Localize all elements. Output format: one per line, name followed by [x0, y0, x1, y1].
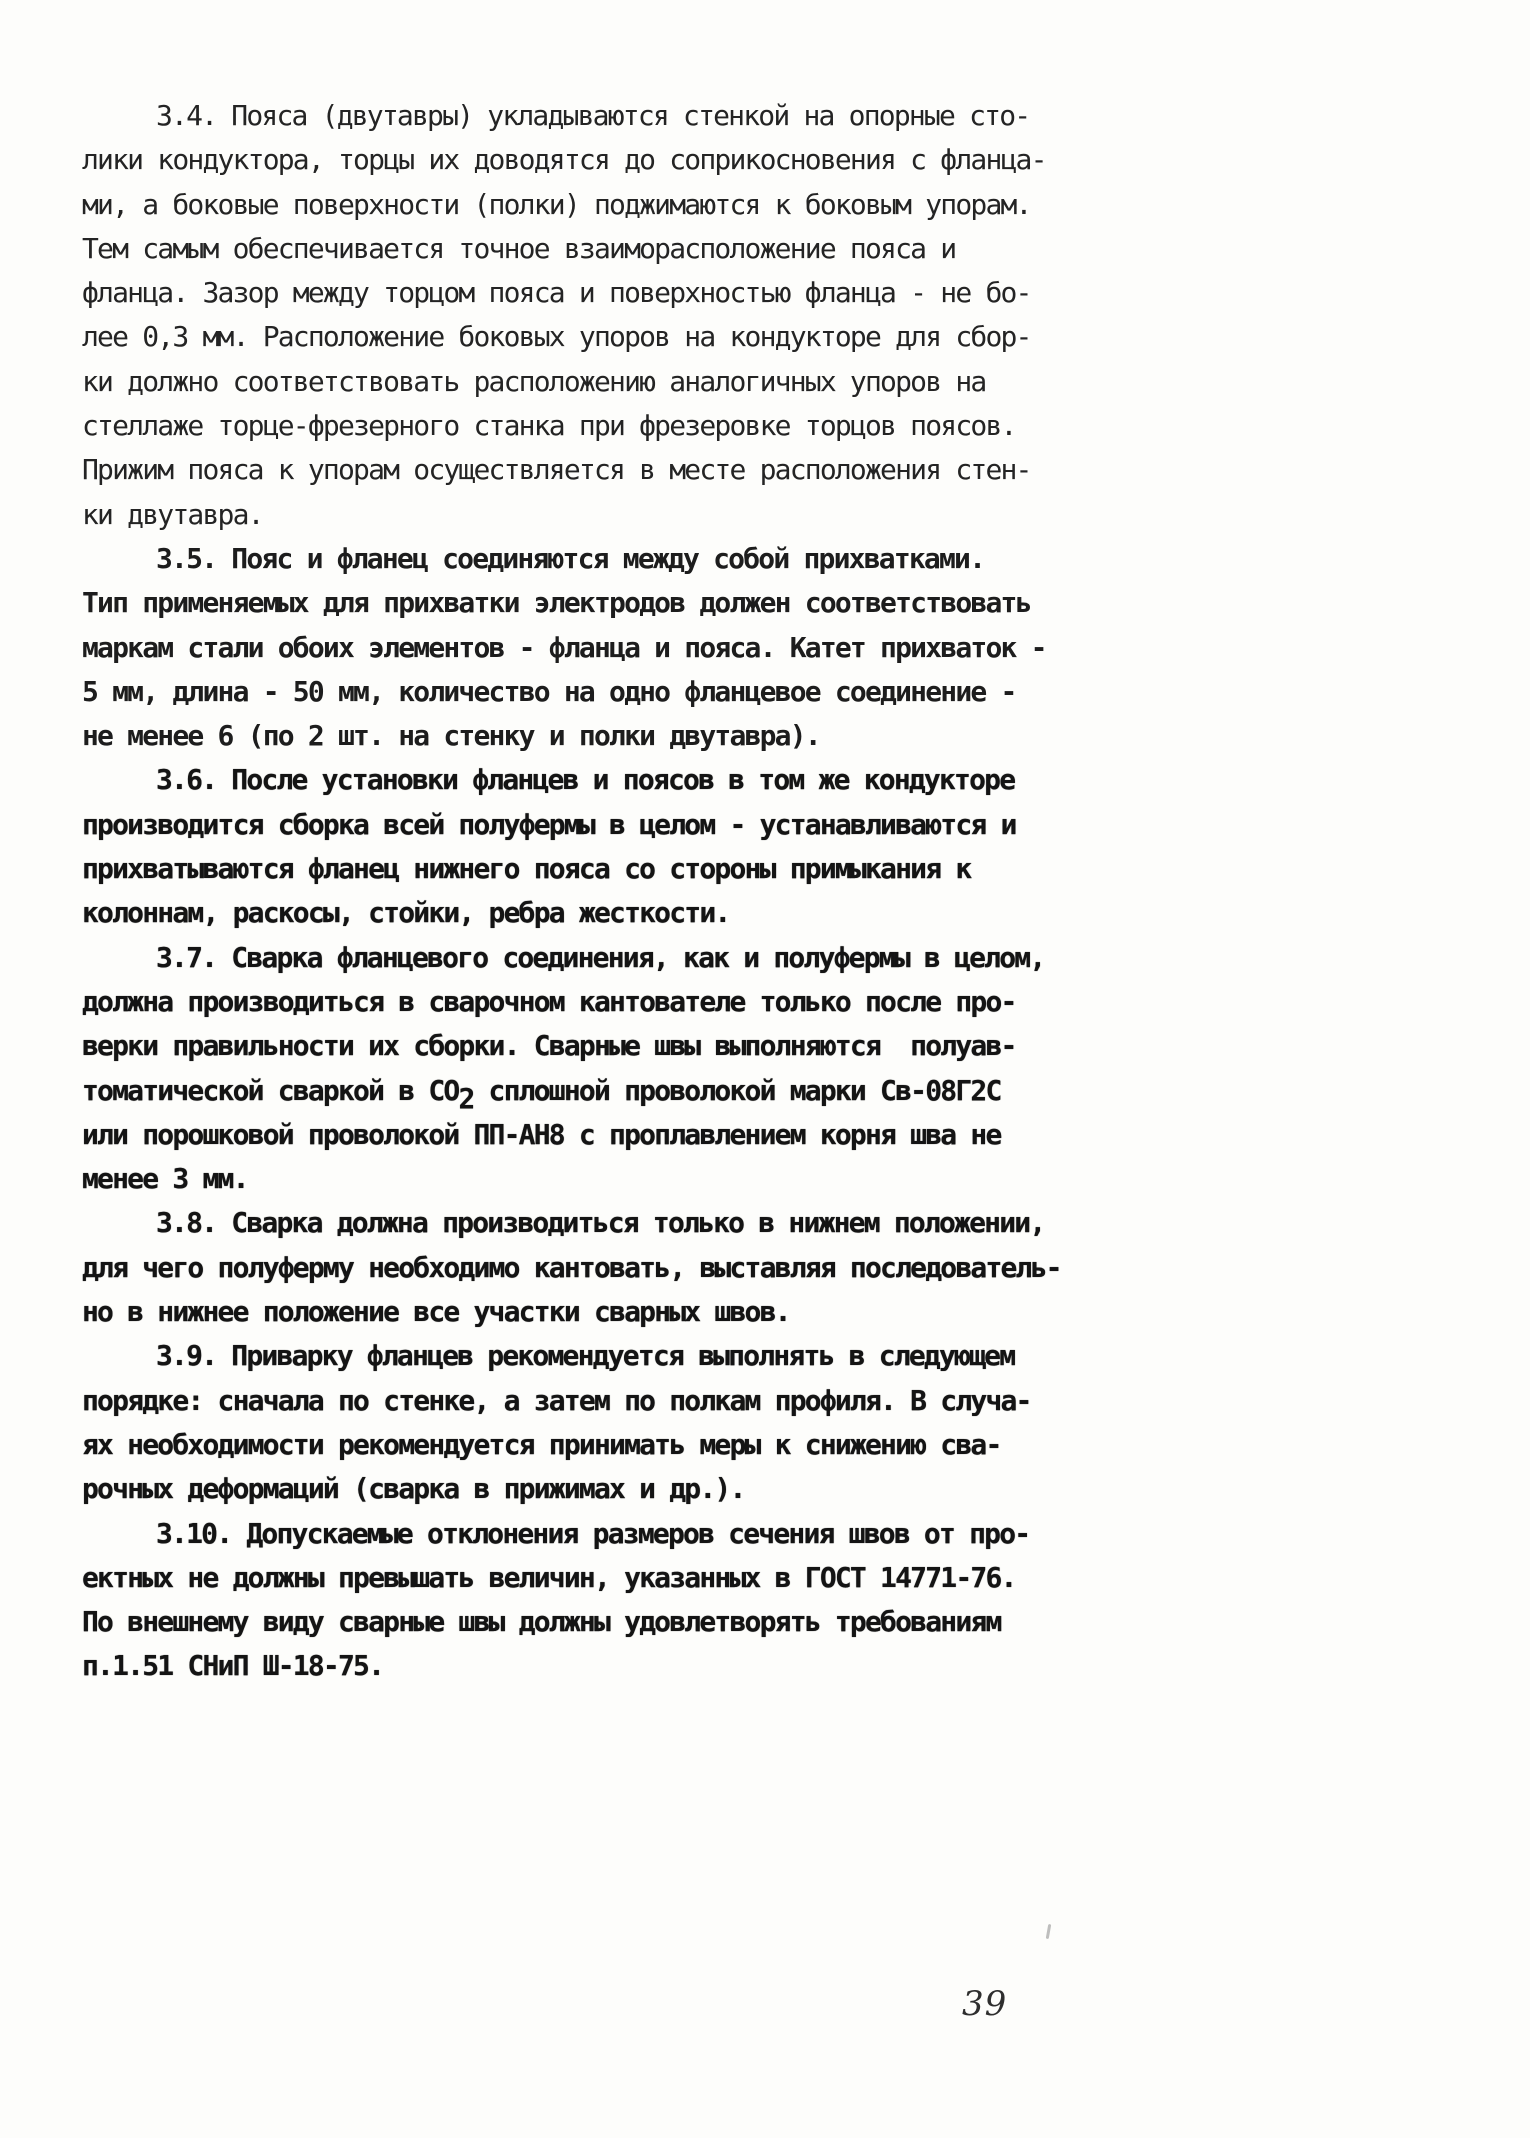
text-line: 3.7. Сварка фланцевого соединения, как и полуфермы в целом, [156, 940, 1045, 974]
text-line: По внешнему виду сварные швы должны удовлетворять требованиям [82, 1605, 1001, 1639]
text-line: 3.8. Сварка должна производиться только в нижнем положении, [156, 1206, 1045, 1240]
text-line: п.1.51 СНиП Ш-18-75. [82, 1649, 384, 1683]
text-line: фланца. Зазор между торцом пояса и поверхностью фланца - не бо- [82, 276, 1031, 310]
text-line: ки двутавра. [82, 497, 263, 531]
paragraph-3-8 [82, 1201, 1067, 1334]
text-line: Прижим пояса к упорам осуществляется в месте расположения стен- [82, 453, 1031, 487]
paragraph-3-4 [82, 94, 1067, 537]
text-line: или порошковой проволокой ПП-АН8 с проплавлением корня шва не [82, 1117, 1001, 1151]
text-line: Тип применяемых для прихватки электродов должен соответствовать [82, 586, 1031, 620]
text-line: стеллаже торце-фрезерного станка при фрезеровке торцов поясов. [82, 409, 1016, 443]
text-line: 5 мм, длина - 50 мм, количество на одно фланцевое соединение - [82, 674, 1016, 708]
scan-artifact [1046, 1924, 1052, 1939]
text-line: менее 3 мм. [82, 1162, 248, 1196]
text-line: лее 0,3 мм. Расположение боковых упоров на кондукторе для сбор- [82, 320, 1031, 354]
text-line: ях необходимости рекомендуется принимать меры к снижению сва- [82, 1427, 1001, 1461]
text-line: ектных не должны превышать величин, указанных в ГОСТ 14771-76. [82, 1560, 1016, 1594]
text-line: верки правильности их сборки. Сварные швы выполняются полуав- [82, 1029, 1016, 1063]
text-line: Тем самым обеспечивается точное взаиморасположение пояса и [82, 231, 956, 265]
text-line: маркам стали обоих элементов - фланца и пояса. Катет прихваток - [82, 630, 1046, 664]
co2-line-post: сплошной проволокой марки Св-08Г2С [473, 1073, 1001, 1107]
text-line: должна производиться в сварочном кантователе только после про- [82, 984, 1016, 1018]
document-text [82, 94, 1067, 1689]
page-number: 39 [962, 1984, 1008, 2024]
paragraph-3-7 [82, 936, 1067, 1202]
text-line: ми, а боковые поверхности (полки) поджимаются к боковым упорам. [82, 187, 1031, 221]
paragraph-3-10 [82, 1512, 1067, 1689]
text-line: лики кондуктора, торцы их доводятся до соприкосновения с фланца- [82, 143, 1046, 177]
text-line: производится сборка всей полуфермы в целом - устанавливаются и [82, 807, 1016, 841]
text-line: не менее 6 (по 2 шт. на стенку и полки двутавра). [82, 719, 820, 753]
co2-line-pre: томатической сваркой в СО [82, 1073, 459, 1107]
text-line: 3.5. Пояс и фланец соединяются между собой прихватками. [156, 541, 985, 575]
text-line: для чего полуферму необходимо кантовать, выставляя последователь- [82, 1250, 1061, 1284]
text-line: 3.10. Допускаемые отклонения размеров сечения швов от про- [156, 1516, 1030, 1550]
co2-subscript: 2 [458, 1081, 474, 1115]
paragraph-3-9 [82, 1334, 1067, 1511]
text-line: 3.9. Приварку фланцев рекомендуется выполнять в следующем [156, 1339, 1015, 1373]
text-line: ки должно соответствовать расположению аналогичных упоров на [82, 364, 986, 398]
text-line: рочных деформаций (сварка в прижимах и др.). [82, 1472, 745, 1506]
text-line: порядке: сначала по стенке, а затем по полкам профиля. В случа- [82, 1383, 1031, 1417]
text-line: 3.4. Пояса (двутавры) укладываются стенкой на опорные сто- [156, 99, 1030, 132]
paragraph-3-6 [82, 758, 1067, 935]
text-line: но в нижнее положение все участки сварных швов. [82, 1295, 790, 1329]
paragraph-3-5 [82, 537, 1067, 758]
text-line-co2 [82, 1069, 1067, 1113]
text-line: 3.6. После установки фланцев и поясов в том же кондукторе [156, 763, 1015, 797]
text-line: колоннам, раскосы, стойки, ребра жесткости. [82, 896, 730, 930]
text-line: прихватываются фланец нижнего пояса со стороны примыкания к [82, 852, 971, 886]
